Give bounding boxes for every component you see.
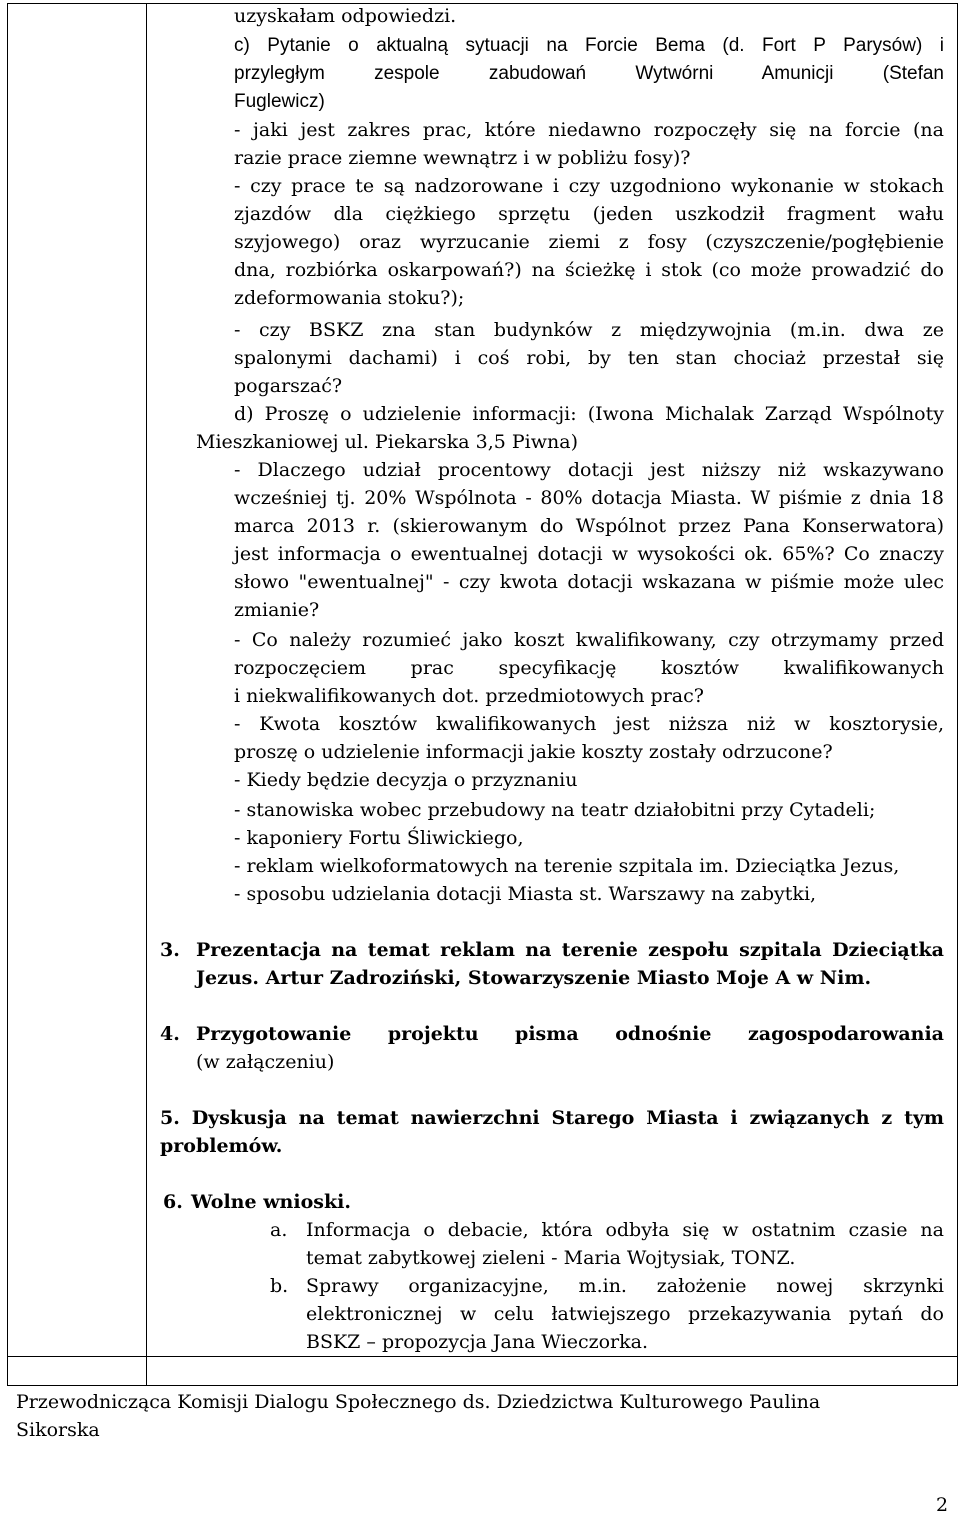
text-line: zjazdów dla ciężkiego sprzętu (jeden uszkodził fragment wału (234, 203, 944, 225)
text-line: pogarszać? (234, 375, 343, 397)
text-line: d) Proszę o udzielenie informacji: (Iwona Michalak Zarząd Wspólnoty (234, 403, 944, 425)
item-6b-label: b. (270, 1275, 289, 1297)
item-3-title-cont: Jezus. Artur Zadroziński, Stowarzyszenie Miasto Moje A w Nim. (196, 967, 872, 989)
text-line: razie prace ziemne wewnątrz i w pobliżu fosy)? (234, 147, 691, 169)
item-5-title-cont: problemów. (160, 1135, 283, 1157)
text-line: - kaponiery Fortu Śliwickiego, (234, 827, 524, 849)
item-4-number: 4. (160, 1023, 180, 1045)
text-line: - sposobu udzielania dotacji Miasta st. Warszawy na zabytki, (234, 883, 817, 905)
item-4-note: (w załączeniu) (196, 1051, 335, 1073)
text-line: zdeformowania stoku?); (234, 287, 465, 309)
item-6a-label: a. (270, 1219, 288, 1241)
page-number: 2 (936, 1494, 949, 1516)
text-line: - Co należy rozumieć jako koszt kwalifikowany, czy otrzymamy przed (234, 629, 944, 651)
text-line: zmianie? (234, 599, 320, 621)
item-5-title: 5. Dyskusja na temat nawierzchni Starego Miasta i związanych z tym (160, 1107, 944, 1129)
text-line: - Kiedy będzie decyzja o przyznaniu (234, 769, 578, 791)
text-line: spalonymi dachami) i coś robi, by ten stan chociaż przestał się (234, 347, 944, 369)
text-line: - reklam wielkoformatowych na terenie szpitala im. Dzieciątka Jezus, (234, 855, 900, 877)
text-line: jest informacja o ewentualnej dotacji w wysokości ok. 65%? Co znaczy (234, 543, 944, 565)
text-line: dna, rozbiórka oskarpowań?) na ścieżkę i stok (co może prowadzić do (234, 259, 944, 281)
text-line: - Dlaczego udział procentowy dotacji jest niższy niż wskazywano (234, 459, 944, 481)
signature: Przewodnicząca Komisji Dialogu Społecznego ds. Dziedzictwa Kulturowego Paulina (16, 1391, 821, 1413)
item-6b-text-cont: elektronicznej w celu łatwiejszego przekazywania pytań do (306, 1303, 944, 1325)
text-line: - stanowiska wobec przebudowy na teatr działobitni przy Cytadeli; (234, 799, 876, 821)
item-6-number: 6. (163, 1191, 183, 1213)
text-line: szyjowego) oraz wyrzucanie ziemi z fosy (czyszczenie/pogłębienie (234, 231, 944, 253)
text-line: - Kwota kosztów kwalifikowanych jest niższa niż w kosztorysie, (234, 713, 944, 735)
text-line: Fuglewicz) (234, 91, 325, 112)
signature-cont: Sikorska (16, 1419, 100, 1441)
text-line: wcześniej tj. 20% Wspólnota - 80% dotacja Miasta. W piśmie z dnia 18 (234, 487, 944, 509)
text-line: - jaki jest zakres prac, które niedawno rozpoczęły się na forcie (na (234, 119, 944, 141)
item-6a-text-cont: temat zabytkowej zieleni - Maria Wojtysiak, TONZ. (306, 1247, 796, 1269)
text-line: marca 2013 r. (skierowanym do Wspólnot przez Pana Konserwatora) (234, 515, 944, 537)
text-line: - czy BSKZ zna stan budynków z międzywojnia (m.in. dwa ze (234, 319, 944, 341)
text-line: przyległym zespole zabudowań Wytwórni Amunicji (Stefan (234, 63, 944, 84)
text-line: c) Pytanie o aktualną sytuacji na Forcie Bema (d. Fort P Parysów) i (234, 35, 944, 56)
item-6b-text-cont2: BSKZ – propozycja Jana Wieczorka. (306, 1331, 648, 1353)
text-line: rozpoczęciem prac specyfikację kosztów kwalifikowanych (234, 657, 944, 679)
text-line: proszę o udzielenie informacji jakie koszty zostały odrzucone? (234, 741, 833, 763)
text-line: Mieszkaniowej ul. Piekarska 3,5 Piwna) (196, 431, 578, 453)
text-line: uzyskałam odpowiedzi. (234, 5, 457, 27)
text-line: słowo "ewentualnej" - czy kwota dotacji wskazana w piśmie może ulec (234, 571, 944, 593)
text-line: i niekwalifikowanych dot. przedmiotowych prac? (234, 685, 704, 707)
text-line: - czy prace te są nadzorowane i czy uzgodniono wykonanie w stokach (234, 175, 944, 197)
item-4-title: Przygotowanie projektu pisma odnośnie zagospodarowania (196, 1023, 944, 1045)
item-6a-text: Informacja o debacie, która odbyła się w ostatnim czasie na (306, 1219, 944, 1241)
item-3-title: Prezentacja na temat reklam na terenie zespołu szpitala Dzieciątka (196, 939, 944, 961)
item-6-title: Wolne wnioski. (191, 1191, 351, 1213)
item-6b-text: Sprawy organizacyjne, m.in. założenie nowej skrzynki (306, 1275, 944, 1297)
item-3-number: 3. (160, 939, 180, 961)
